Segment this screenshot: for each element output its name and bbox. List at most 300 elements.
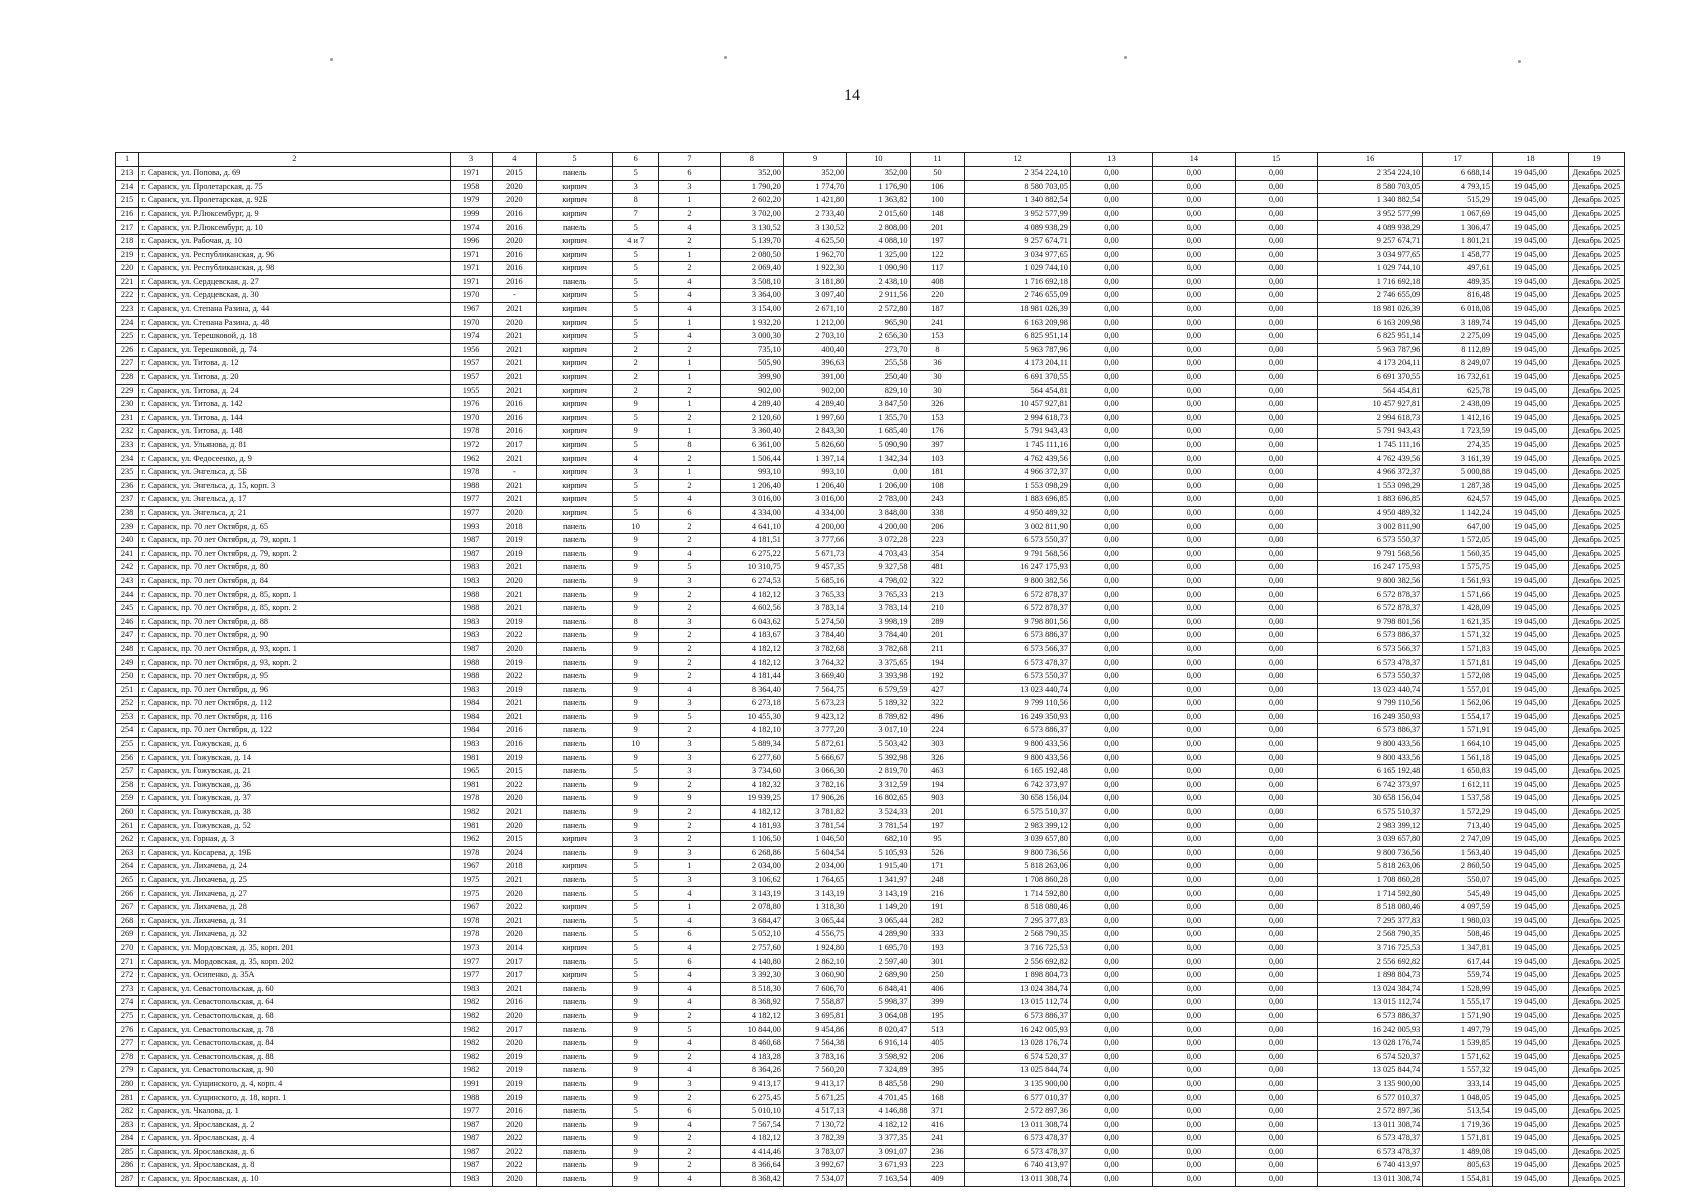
cell-unit-cost: 1 571,91 — [1423, 724, 1493, 738]
cell-owners-share: 6 740 413,97 — [1317, 1159, 1423, 1173]
cell-entrances: 2 — [659, 384, 720, 398]
cell-owners-area: 5 105,93 — [847, 846, 910, 860]
cell-fund-share: 0,00 — [1070, 1077, 1152, 1091]
cell-residential-area: 3 097,40 — [783, 289, 846, 303]
cell-address: г. Саранск, ул. Лихачева, д. 24 — [139, 860, 450, 874]
cell-wall-material: панель — [537, 1172, 613, 1186]
cell-owners-share: 10 457 927,81 — [1317, 398, 1423, 412]
cell-unit-cost: 1 571,81 — [1423, 656, 1493, 670]
cell-total-area: 4 182,12 — [720, 1009, 783, 1023]
cell-floors: 5 — [612, 955, 658, 969]
cell-year-last-repair: 2014 — [492, 941, 536, 955]
cell-fund-share: 0,00 — [1070, 167, 1152, 181]
cell-floors: 9 — [612, 996, 658, 1010]
cell-regional-share: 0,00 — [1153, 683, 1235, 697]
cell-residential-area: 3 016,00 — [783, 493, 846, 507]
cell-total-cost: 6 691 370,55 — [965, 370, 1071, 384]
cell-total-area: 3 130,52 — [720, 221, 783, 235]
cell-owners-area: 2 819,70 — [847, 765, 910, 779]
cell-owners-area: 1 915,40 — [847, 860, 910, 874]
cell-address: г. Саранск, ул. Гожувская, д. 6 — [139, 737, 450, 751]
cell-row-number: 265 — [116, 873, 139, 887]
cell-year-built: 1991 — [450, 1077, 492, 1091]
cell-municipal-share: 0,00 — [1235, 398, 1317, 412]
cell-residents: 427 — [910, 683, 965, 697]
cell-unit-cost: 1 428,09 — [1423, 602, 1493, 616]
cell-year-built: 1978 — [450, 914, 492, 928]
cell-owners-area: 1 206,00 — [847, 479, 910, 493]
cell-wall-material: кирпич — [537, 194, 613, 208]
cell-total-cost: 1 553 098,29 — [965, 479, 1071, 493]
cell-fund-share: 0,00 — [1070, 1023, 1152, 1037]
cell-completion-date: Декабрь 2025 — [1568, 547, 1624, 561]
cell-floors: 9 — [612, 534, 658, 548]
cell-residential-area: 5 872,61 — [783, 737, 846, 751]
cell-residents: 210 — [910, 602, 965, 616]
cell-residents: 100 — [910, 194, 965, 208]
cell-year-last-repair: 2020 — [492, 1172, 536, 1186]
cell-residential-area: 7 130,72 — [783, 1118, 846, 1132]
cell-wall-material: панель — [537, 574, 613, 588]
cell-completion-date: Декабрь 2025 — [1568, 724, 1624, 738]
cell-residential-area: 7 606,70 — [783, 982, 846, 996]
cell-year-last-repair: 2019 — [492, 1050, 536, 1064]
cell-total-cost: 5 818 263,06 — [965, 860, 1071, 874]
cell-total-cost: 1 708 860,28 — [965, 873, 1071, 887]
cell-year-built: 1988 — [450, 602, 492, 616]
table-row — [116, 493, 1625, 507]
cell-completion-date: Декабрь 2025 — [1568, 955, 1624, 969]
cell-address: г. Саранск, пр. 70 лет Октября, д. 84 — [139, 574, 450, 588]
cell-row-number: 262 — [116, 833, 139, 847]
cell-row-number: 245 — [116, 602, 139, 616]
cell-completion-date: Декабрь 2025 — [1568, 534, 1624, 548]
cell-unit-cost: 1 306,47 — [1423, 221, 1493, 235]
cell-entrances: 2 — [659, 642, 720, 656]
table-row — [116, 737, 1625, 751]
cell-residential-area: 4 289,40 — [783, 398, 846, 412]
cell-entrances: 2 — [659, 819, 720, 833]
cell-year-built: 1971 — [450, 248, 492, 262]
cell-completion-date: Декабрь 2025 — [1568, 996, 1624, 1010]
cell-wall-material: кирпич — [537, 398, 613, 412]
cell-completion-date: Декабрь 2025 — [1568, 602, 1624, 616]
cell-owners-share: 9 799 110,56 — [1317, 697, 1423, 711]
cell-entrances: 3 — [659, 846, 720, 860]
cell-completion-date: Декабрь 2025 — [1568, 887, 1624, 901]
cell-total-area: 4 182,10 — [720, 724, 783, 738]
table-row — [116, 1172, 1625, 1186]
cell-fund-share: 0,00 — [1070, 805, 1152, 819]
cell-entrances: 1 — [659, 860, 720, 874]
cell-total-cost: 30 658 156,04 — [965, 792, 1071, 806]
cell-wall-material: панель — [537, 697, 613, 711]
cell-unit-cost: 1 571,90 — [1423, 1009, 1493, 1023]
cell-total-area: 2 034,00 — [720, 860, 783, 874]
cell-year-built: 1988 — [450, 588, 492, 602]
cell-year-last-repair: 2021 — [492, 982, 536, 996]
table-row — [116, 262, 1625, 276]
cell-unit-cost: 1 142,24 — [1423, 506, 1493, 520]
cell-entrances: 6 — [659, 506, 720, 520]
cell-wall-material: кирпич — [537, 506, 613, 520]
cell-row-number: 263 — [116, 846, 139, 860]
cell-municipal-share: 0,00 — [1235, 289, 1317, 303]
cell-row-number: 286 — [116, 1159, 139, 1173]
page-number: 14 — [844, 87, 860, 104]
cell-total-area: 10 455,30 — [720, 710, 783, 724]
cell-completion-date: Декабрь 2025 — [1568, 751, 1624, 765]
cell-residents: 117 — [910, 262, 965, 276]
cell-year-built: 1987 — [450, 1132, 492, 1146]
cell-owners-area: 1 176,90 — [847, 180, 910, 194]
cell-owners-share: 4 966 372,37 — [1317, 466, 1423, 480]
cell-total-area: 352,00 — [720, 167, 783, 181]
cell-owners-area: 1 090,90 — [847, 262, 910, 276]
cell-owners-area: 255,58 — [847, 357, 910, 371]
cell-address: г. Саранск, ул. Севастопольская, д. 68 — [139, 1009, 450, 1023]
cell-entrances: 4 — [659, 887, 720, 901]
cell-completion-date: Декабрь 2025 — [1568, 860, 1624, 874]
cell-address: г. Саранск, ул. Пролетарская, д. 75 — [139, 180, 450, 194]
cell-wall-material: кирпич — [537, 180, 613, 194]
cell-owners-share: 16 249 350,93 — [1317, 710, 1423, 724]
cell-fund-share: 0,00 — [1070, 860, 1152, 874]
cell-total-cost: 6 573 550,37 — [965, 669, 1071, 683]
cell-owners-share: 1 340 882,54 — [1317, 194, 1423, 208]
cell-residential-area: 4 625,50 — [783, 234, 846, 248]
table-row — [116, 683, 1625, 697]
cell-completion-date: Декабрь 2025 — [1568, 398, 1624, 412]
column-header: 7 — [659, 153, 720, 167]
cell-residential-area: 3 181,80 — [783, 275, 846, 289]
cell-total-area: 8 460,68 — [720, 1037, 783, 1051]
cell-entrances: 2 — [659, 411, 720, 425]
cell-total-area: 6 273,18 — [720, 697, 783, 711]
housing-register-table — [115, 152, 1625, 1187]
cell-total-cost: 6 163 209,98 — [965, 316, 1071, 330]
cell-owners-share: 4 762 439,56 — [1317, 452, 1423, 466]
table-row — [116, 1118, 1625, 1132]
cell-entrances: 3 — [659, 873, 720, 887]
cell-total-cost: 13 024 384,74 — [965, 982, 1071, 996]
cell-owners-area: 5 392,98 — [847, 751, 910, 765]
cell-address: г. Саранск, ул. Гожувская, д. 38 — [139, 805, 450, 819]
cell-municipal-share: 0,00 — [1235, 466, 1317, 480]
cell-total-cost: 5 791 943,43 — [965, 425, 1071, 439]
cell-owners-share: 2 354 224,10 — [1317, 167, 1423, 181]
cell-residents: 220 — [910, 289, 965, 303]
table-row — [116, 792, 1625, 806]
cell-regional-share: 0,00 — [1153, 1172, 1235, 1186]
cell-wall-material: кирпич — [537, 425, 613, 439]
cell-year-built: 1982 — [450, 1037, 492, 1051]
cell-total-cost: 9 800 433,56 — [965, 751, 1071, 765]
column-header: 14 — [1153, 153, 1235, 167]
cell-max-unit-cost: 19 045,00 — [1492, 765, 1568, 779]
cell-entrances: 2 — [659, 724, 720, 738]
cell-owners-area: 4 200,00 — [847, 520, 910, 534]
cell-total-area: 3 154,00 — [720, 302, 783, 316]
cell-total-area: 2 069,40 — [720, 262, 783, 276]
cell-completion-date: Декабрь 2025 — [1568, 207, 1624, 221]
cell-entrances: 2 — [659, 833, 720, 847]
cell-unit-cost: 1 621,35 — [1423, 615, 1493, 629]
cell-residential-area: 5 274,50 — [783, 615, 846, 629]
cell-total-area: 3 508,10 — [720, 275, 783, 289]
cell-residents: 408 — [910, 275, 965, 289]
cell-residential-area: 3 130,52 — [783, 221, 846, 235]
cell-row-number: 275 — [116, 1009, 139, 1023]
cell-year-last-repair: 2017 — [492, 969, 536, 983]
table-row — [116, 370, 1625, 384]
cell-max-unit-cost: 19 045,00 — [1492, 819, 1568, 833]
table-row — [116, 357, 1625, 371]
cell-owners-share: 9 800 382,56 — [1317, 574, 1423, 588]
table-row — [116, 765, 1625, 779]
cell-year-built: 1978 — [450, 466, 492, 480]
cell-row-number: 225 — [116, 330, 139, 344]
cell-regional-share: 0,00 — [1153, 1145, 1235, 1159]
cell-municipal-share: 0,00 — [1235, 167, 1317, 181]
cell-owners-share: 2 572 897,36 — [1317, 1104, 1423, 1118]
cell-residents: 192 — [910, 669, 965, 683]
cell-residents: 171 — [910, 860, 965, 874]
cell-row-number: 223 — [116, 302, 139, 316]
cell-regional-share: 0,00 — [1153, 1023, 1235, 1037]
cell-address: г. Саранск, пр. 70 лет Октября, д. 80 — [139, 561, 450, 575]
cell-fund-share: 0,00 — [1070, 180, 1152, 194]
cell-residential-area: 4 556,75 — [783, 928, 846, 942]
cell-total-area: 9 413,17 — [720, 1077, 783, 1091]
cell-owners-area: 3 782,68 — [847, 642, 910, 656]
cell-row-number: 236 — [116, 479, 139, 493]
cell-completion-date: Декабрь 2025 — [1568, 248, 1624, 262]
cell-fund-share: 0,00 — [1070, 669, 1152, 683]
cell-max-unit-cost: 19 045,00 — [1492, 1037, 1568, 1051]
table-row — [116, 289, 1625, 303]
cell-wall-material: панель — [537, 1023, 613, 1037]
cell-municipal-share: 0,00 — [1235, 520, 1317, 534]
cell-completion-date: Декабрь 2025 — [1568, 914, 1624, 928]
cell-fund-share: 0,00 — [1070, 207, 1152, 221]
cell-year-last-repair: 2020 — [492, 574, 536, 588]
cell-total-area: 505,90 — [720, 357, 783, 371]
column-header: 6 — [612, 153, 658, 167]
cell-unit-cost: 1 561,93 — [1423, 574, 1493, 588]
table-row — [116, 194, 1625, 208]
cell-entrances: 4 — [659, 302, 720, 316]
cell-owners-share: 2 983 399,12 — [1317, 819, 1423, 833]
cell-year-last-repair: 2021 — [492, 493, 536, 507]
cell-floors: 9 — [612, 1159, 658, 1173]
cell-unit-cost: 8 112,89 — [1423, 343, 1493, 357]
cell-year-built: 1978 — [450, 928, 492, 942]
cell-residential-area: 3 782,39 — [783, 1132, 846, 1146]
cell-row-number: 232 — [116, 425, 139, 439]
cell-max-unit-cost: 19 045,00 — [1492, 1145, 1568, 1159]
cell-floors: 5 — [612, 302, 658, 316]
cell-max-unit-cost: 19 045,00 — [1492, 805, 1568, 819]
cell-year-built: 1993 — [450, 520, 492, 534]
cell-owners-share: 3 039 657,80 — [1317, 833, 1423, 847]
cell-residential-area: 5 671,73 — [783, 547, 846, 561]
cell-year-built: 1982 — [450, 996, 492, 1010]
cell-max-unit-cost: 19 045,00 — [1492, 330, 1568, 344]
cell-floors: 9 — [612, 1050, 658, 1064]
cell-floors: 9 — [612, 1091, 658, 1105]
cell-completion-date: Декабрь 2025 — [1568, 180, 1624, 194]
cell-total-cost: 9 800 382,56 — [965, 574, 1071, 588]
cell-address: г. Саранск, ул. Терешковой, д. 18 — [139, 330, 450, 344]
cell-address: г. Саранск, ул. Терешковой, д. 74 — [139, 343, 450, 357]
table-row — [116, 615, 1625, 629]
cell-owners-area: 4 182,12 — [847, 1118, 910, 1132]
cell-entrances: 3 — [659, 751, 720, 765]
cell-year-last-repair: 2017 — [492, 1023, 536, 1037]
cell-regional-share: 0,00 — [1153, 833, 1235, 847]
cell-regional-share: 0,00 — [1153, 751, 1235, 765]
cell-total-area: 8 364,40 — [720, 683, 783, 697]
cell-unit-cost: 1 719,36 — [1423, 1118, 1493, 1132]
cell-total-area: 5 889,34 — [720, 737, 783, 751]
cell-unit-cost: 6 018,08 — [1423, 302, 1493, 316]
cell-max-unit-cost: 19 045,00 — [1492, 928, 1568, 942]
scan-speck — [330, 58, 333, 61]
cell-completion-date: Декабрь 2025 — [1568, 1064, 1624, 1078]
cell-year-last-repair: 2020 — [492, 928, 536, 942]
table-row — [116, 602, 1625, 616]
cell-total-area: 4 602,56 — [720, 602, 783, 616]
cell-row-number: 280 — [116, 1077, 139, 1091]
cell-address: г. Саранск, ул. Севастопольская, д. 84 — [139, 1037, 450, 1051]
cell-residents: 223 — [910, 1159, 965, 1173]
cell-max-unit-cost: 19 045,00 — [1492, 289, 1568, 303]
cell-owners-area: 4 088,10 — [847, 234, 910, 248]
cell-owners-share: 13 024 384,74 — [1317, 982, 1423, 996]
cell-max-unit-cost: 19 045,00 — [1492, 1009, 1568, 1023]
cell-entrances: 3 — [659, 1077, 720, 1091]
cell-entrances: 4 — [659, 275, 720, 289]
cell-wall-material: панель — [537, 275, 613, 289]
cell-entrances: 2 — [659, 805, 720, 819]
cell-owners-share: 1 708 860,28 — [1317, 873, 1423, 887]
cell-address: г. Саранск, ул. Лихачева, д. 32 — [139, 928, 450, 942]
cell-fund-share: 0,00 — [1070, 642, 1152, 656]
cell-year-last-repair: 2020 — [492, 194, 536, 208]
cell-municipal-share: 0,00 — [1235, 248, 1317, 262]
cell-owners-share: 6 577 010,37 — [1317, 1091, 1423, 1105]
cell-floors: 9 — [612, 547, 658, 561]
table-row — [116, 221, 1625, 235]
cell-residential-area: 993,10 — [783, 466, 846, 480]
cell-entrances: 1 — [659, 316, 720, 330]
cell-completion-date: Декабрь 2025 — [1568, 1118, 1624, 1132]
cell-max-unit-cost: 19 045,00 — [1492, 248, 1568, 262]
cell-total-cost: 4 762 439,56 — [965, 452, 1071, 466]
cell-year-last-repair: 2016 — [492, 262, 536, 276]
table-row — [116, 819, 1625, 833]
cell-year-last-repair: 2022 — [492, 629, 536, 643]
cell-fund-share: 0,00 — [1070, 751, 1152, 765]
cell-max-unit-cost: 19 045,00 — [1492, 955, 1568, 969]
cell-completion-date: Декабрь 2025 — [1568, 167, 1624, 181]
cell-floors: 9 — [612, 982, 658, 996]
cell-address: г. Саранск, ул. Р.Люксембург, д. 10 — [139, 221, 450, 235]
cell-residents: 243 — [910, 493, 965, 507]
cell-total-cost: 2 568 790,35 — [965, 928, 1071, 942]
cell-entrances: 4 — [659, 330, 720, 344]
cell-regional-share: 0,00 — [1153, 955, 1235, 969]
cell-regional-share: 0,00 — [1153, 1009, 1235, 1023]
cell-fund-share: 0,00 — [1070, 1050, 1152, 1064]
cell-year-built: 1987 — [450, 534, 492, 548]
cell-unit-cost: 545,49 — [1423, 887, 1493, 901]
cell-municipal-share: 0,00 — [1235, 207, 1317, 221]
cell-total-area: 3 000,30 — [720, 330, 783, 344]
cell-owners-area: 3 671,93 — [847, 1159, 910, 1173]
cell-wall-material: панель — [537, 1077, 613, 1091]
cell-regional-share: 0,00 — [1153, 207, 1235, 221]
cell-total-area: 3 143,19 — [720, 887, 783, 901]
cell-wall-material: кирпич — [537, 438, 613, 452]
table-row — [116, 1023, 1625, 1037]
cell-entrances: 6 — [659, 167, 720, 181]
cell-row-number: 224 — [116, 316, 139, 330]
cell-max-unit-cost: 19 045,00 — [1492, 534, 1568, 548]
cell-year-built: 1988 — [450, 479, 492, 493]
cell-total-cost: 3 034 977,65 — [965, 248, 1071, 262]
cell-regional-share: 0,00 — [1153, 982, 1235, 996]
cell-row-number: 246 — [116, 615, 139, 629]
cell-regional-share: 0,00 — [1153, 493, 1235, 507]
cell-address: г. Саранск, ул. Титова, д. 24 — [139, 384, 450, 398]
cell-max-unit-cost: 19 045,00 — [1492, 669, 1568, 683]
cell-floors: 3 — [612, 466, 658, 480]
cell-unit-cost: 8 249,07 — [1423, 357, 1493, 371]
cell-residents: 371 — [910, 1104, 965, 1118]
cell-residents: 8 — [910, 343, 965, 357]
cell-fund-share: 0,00 — [1070, 737, 1152, 751]
cell-year-built: 1987 — [450, 1118, 492, 1132]
cell-total-cost: 6 165 192,48 — [965, 765, 1071, 779]
cell-regional-share: 0,00 — [1153, 1104, 1235, 1118]
cell-year-built: 1982 — [450, 1064, 492, 1078]
cell-fund-share: 0,00 — [1070, 873, 1152, 887]
cell-completion-date: Декабрь 2025 — [1568, 588, 1624, 602]
cell-total-area: 399,90 — [720, 370, 783, 384]
cell-owners-area: 4 701,45 — [847, 1091, 910, 1105]
cell-unit-cost: 1 067,69 — [1423, 207, 1493, 221]
cell-owners-share: 30 658 156,04 — [1317, 792, 1423, 806]
cell-municipal-share: 0,00 — [1235, 969, 1317, 983]
cell-year-last-repair: 2020 — [492, 316, 536, 330]
cell-address: г. Саранск, ул. Сердцевская, д. 30 — [139, 289, 450, 303]
cell-total-cost: 2 983 399,12 — [965, 819, 1071, 833]
cell-municipal-share: 0,00 — [1235, 669, 1317, 683]
cell-residents: 197 — [910, 819, 965, 833]
cell-address: г. Саранск, ул. Ярославская, д. 4 — [139, 1132, 450, 1146]
cell-total-cost: 3 039 657,80 — [965, 833, 1071, 847]
cell-residential-area: 3 992,67 — [783, 1159, 846, 1173]
cell-wall-material: кирпич — [537, 370, 613, 384]
cell-wall-material: панель — [537, 724, 613, 738]
cell-row-number: 218 — [116, 234, 139, 248]
cell-floors: 9 — [612, 1118, 658, 1132]
cell-year-last-repair: 2020 — [492, 1118, 536, 1132]
cell-total-cost: 2 746 655,09 — [965, 289, 1071, 303]
cell-municipal-share: 0,00 — [1235, 411, 1317, 425]
